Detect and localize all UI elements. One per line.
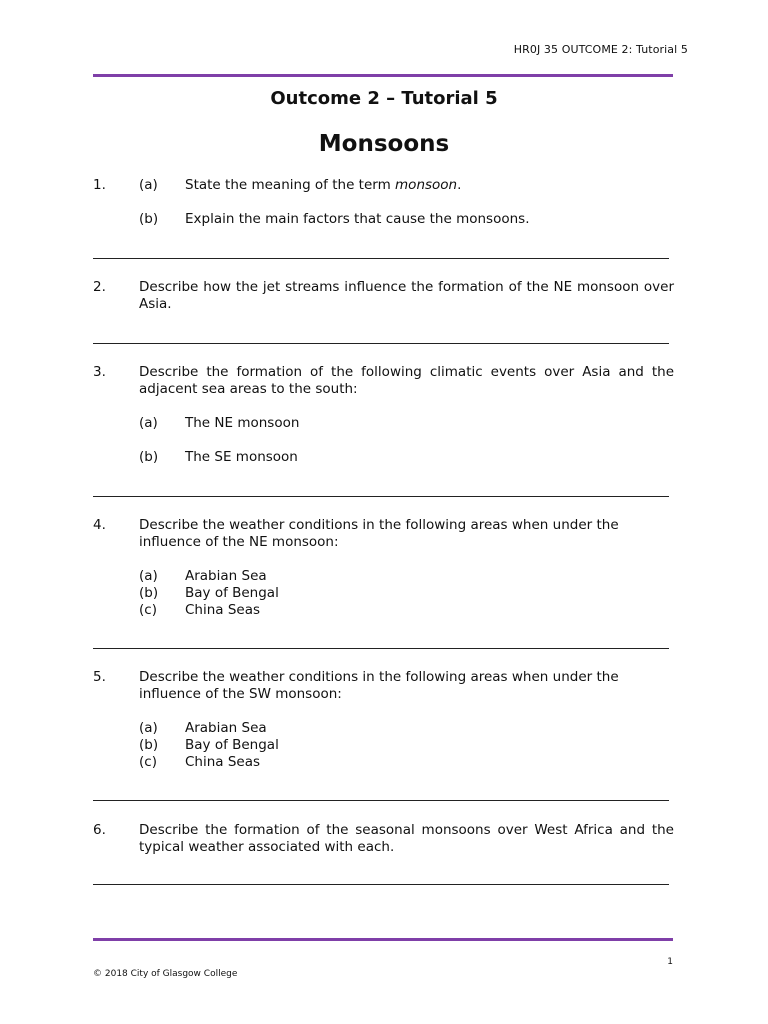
- question-5-number: 5.: [93, 669, 106, 685]
- question-4-text: Describe the weather conditions in the following areas when under the influence of the NE monsoon:: [139, 517, 619, 550]
- answer-line-4: [93, 648, 669, 649]
- question-4c-text: China Seas: [185, 602, 261, 618]
- answer-line-5: [93, 800, 669, 801]
- question-3a-text: The NE monsoon: [185, 415, 300, 431]
- page-subtitle: Outcome 2 – Tutorial 5: [270, 88, 498, 109]
- running-header: HR0J 35 OUTCOME 2: Tutorial 5: [513, 43, 688, 56]
- question-3-text: Describe the formation of the following climatic events over Asia and the adjacent sea areas to the south:: [139, 364, 674, 397]
- question-5c-text: China Seas: [185, 754, 261, 770]
- answer-line-2: [93, 343, 669, 344]
- term-monsoon: monsoon: [395, 177, 458, 193]
- question-1-number: 1.: [93, 177, 106, 193]
- question-4a-label: (a): [139, 568, 158, 584]
- question-6-text: Describe the formation of the seasonal monsoons over West Africa and the typical weather associated with each.: [139, 822, 674, 855]
- question-5a-text: Arabian Sea: [185, 720, 267, 736]
- header-rule: [93, 74, 673, 77]
- copyright-notice: © 2018 City of Glasgow College: [93, 969, 238, 979]
- page-number: 1: [667, 957, 673, 967]
- question-2-number: 2.: [93, 279, 106, 295]
- page-title: Monsoons: [318, 131, 450, 157]
- answer-line-6: [93, 884, 669, 885]
- question-1a-text: State the meaning of the term monsoon.: [185, 177, 462, 193]
- answer-line-3: [93, 496, 669, 497]
- question-4a-text: Arabian Sea: [185, 568, 267, 584]
- question-3-number: 3.: [93, 364, 106, 380]
- question-4b-text: Bay of Bengal: [185, 585, 279, 601]
- question-5a-label: (a): [139, 720, 158, 736]
- question-3b-text: The SE monsoon: [185, 449, 298, 465]
- answer-line-1: [93, 258, 669, 259]
- question-6-number: 6.: [93, 822, 106, 838]
- question-3b-label: (b): [139, 449, 159, 465]
- question-5b-text: Bay of Bengal: [185, 737, 279, 753]
- footer-rule: [93, 938, 673, 941]
- question-1a-label: (a): [139, 177, 158, 193]
- question-3a-label: (a): [139, 415, 158, 431]
- question-1b-text: Explain the main factors that cause the monsoons.: [185, 211, 530, 227]
- question-4-number: 4.: [93, 517, 106, 533]
- question-4b-label: (b): [139, 585, 159, 601]
- question-1b-label: (b): [139, 211, 159, 227]
- question-5-text: Describe the weather conditions in the following areas when under the influence of the SW monsoon:: [139, 669, 619, 702]
- question-2-text: Describe how the jet streams influence the formation of the NE monsoon over Asia.: [139, 279, 674, 312]
- question-5c-label: (c): [139, 754, 157, 770]
- question-5b-label: (b): [139, 737, 159, 753]
- question-4c-label: (c): [139, 602, 157, 618]
